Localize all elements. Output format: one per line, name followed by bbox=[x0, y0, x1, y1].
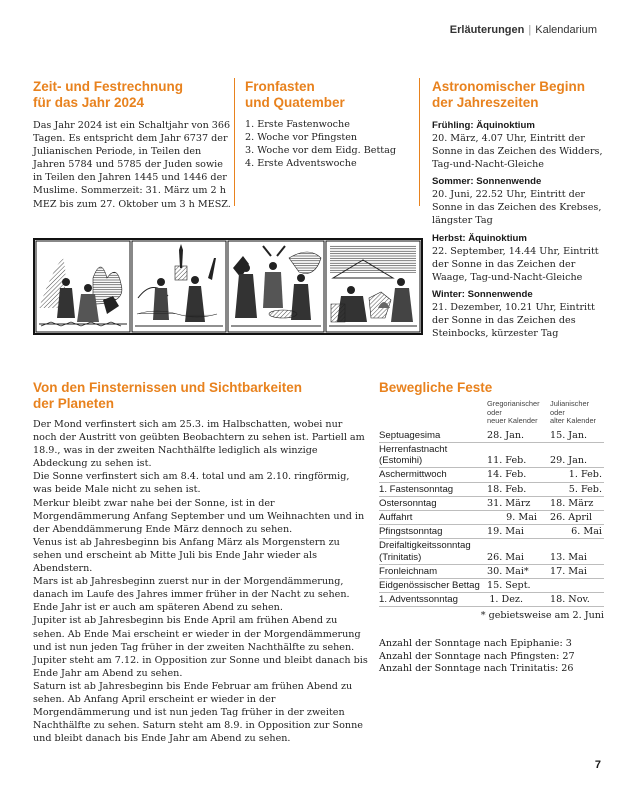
page-number: 7 bbox=[594, 759, 601, 771]
table-row bbox=[379, 593, 604, 607]
feast-name: Herrenfastnacht (Estomihi) bbox=[379, 442, 487, 467]
season-text: 20. März, 4.07 Uhr, Eintritt der Sonne in das Zeichen des Widders, Tag-und-Nacht-Gleiche bbox=[432, 133, 603, 171]
season-label: Winter: Sonnenwende bbox=[432, 288, 533, 300]
gregorian-date: 30. Mai* bbox=[487, 564, 550, 578]
julian-date: 6. Mai bbox=[550, 525, 604, 539]
feast-name: Pfingstsonntag bbox=[379, 525, 487, 539]
paragraph-mars: Mars ist ab Jahresbeginn zuerst nur in der Morgendämmerung, danach im Laufe des Jahres immer früher in der Nacht zu sehen. Ende Jahr ist er auch am späteren Abend zu sehen. bbox=[33, 576, 350, 614]
julian-date: 13. Mai bbox=[550, 539, 604, 564]
feast-name: Fronleichnam bbox=[379, 564, 487, 578]
julian-column-header: Julianischer oder alter Kalender bbox=[550, 399, 597, 426]
gregorian-date: 18. Feb. bbox=[487, 482, 550, 496]
seasons-woodcut-illustration bbox=[33, 238, 423, 335]
column-divider bbox=[419, 78, 420, 206]
gregorian-date: 31. März bbox=[487, 496, 550, 510]
table-row bbox=[379, 429, 604, 443]
gregorian-date: 1. Dez. bbox=[487, 593, 550, 607]
paragraph-jupiter: Jupiter ist ab Jahresbeginn bis Ende April am frühen Abend zu sehen. Ab Ende Mai erscheint er wieder in der Morgendämmerung und ist nun jeden Tag früher in der zweiten Nachthälfte zu sehen. Jupiter steht am 7.12. in Opposition zur Sonne und bleibt danach bis Ende Jahr am Abend zu sehen. bbox=[33, 615, 368, 679]
feast-name: 1. Adventssonntag bbox=[379, 593, 487, 607]
fronfasten-item: 1. Erste Fastenwoche bbox=[245, 119, 350, 130]
zeit-title: Zeit- und Festrechnung für das Jahr 2024 bbox=[33, 79, 183, 110]
table-row bbox=[379, 579, 604, 593]
zeit-text: Das Jahr 2024 ist ein Schaltjahr von 366 Tagen. Es entspricht dem Jahr 6737 der Julianischen Periode, in Teilen den Jahren 5784 und 5785 der Juden sowie in Teilen den Jahren 1445 und 1446 der Muslime. Sommerzeit: 31. März um 2 h MEZ bis zum 27. Oktober um 3 h MESZ. bbox=[33, 120, 231, 210]
header-section: Erläuterungen bbox=[449, 24, 525, 36]
fronfasten-title: Fronfasten und Quatember bbox=[245, 79, 345, 110]
finsternisse-title: Von den Finsternissen und Sichtbarkeiten der Planeten bbox=[33, 380, 303, 411]
season-text: 22. September, 14.44 Uhr, Eintritt der Sonne in das Zeichen der Waage, Tag-und-Nacht-Gleiche bbox=[432, 245, 599, 283]
julian-date bbox=[550, 579, 604, 593]
feast-name: Septuagesima bbox=[379, 429, 487, 443]
table-row bbox=[379, 539, 604, 564]
table-row bbox=[379, 511, 604, 525]
gregorian-column-header: Gregorianischer oder neuer Kalender bbox=[487, 399, 540, 426]
zeit-section bbox=[33, 79, 231, 211]
julian-date: 15. Jan. bbox=[550, 429, 604, 443]
season-label: Frühling: Äquinoktium bbox=[432, 120, 535, 131]
season-text: 21. Dezember, 10.21 Uhr, Eintritt der Sonne in das Zeichen des Steinbocks, kürzester Tag bbox=[432, 301, 595, 340]
paragraph-mond: Der Mond verfinstert sich am 25.3. im Halbschatten, wobei nur noch der Austritt von geübten Beobachtern zu sehen ist. Partiell am 18.9., was in der zweiten Nachthälfte lediglich als winzige Abdeckung zu sehen ist. bbox=[33, 419, 365, 470]
julian-date: 29. Jan. bbox=[550, 442, 604, 467]
season-text: 20. Juni, 22.52 Uhr, Eintritt der Sonne in das Zeichen des Krebses, längster Tag bbox=[432, 189, 602, 227]
season-label: Sommer: Sonnenwende bbox=[432, 176, 542, 188]
table-row bbox=[379, 564, 604, 578]
paragraph-merkur: Merkur bleibt zwar nahe bei der Sonne, ist in der Morgendämmerung Anfang September und um Weihnachten und in der Abenddämmerung Ende März dennoch zu sehen. bbox=[33, 497, 365, 535]
header-subsection: Kalendarium bbox=[535, 24, 597, 36]
paragraph-venus: Venus ist ab Jahresbeginn bis Anfang März als Morgenstern zu sehen und erscheint ab Mitte Juli bis Ende Jahr wieder als Abendstern. bbox=[33, 536, 340, 575]
column-divider bbox=[234, 78, 235, 206]
table-row bbox=[379, 442, 604, 467]
table-row bbox=[379, 482, 604, 496]
count-trinitatis: Anzahl der Sonntage nach Trinitatis: 26 bbox=[379, 662, 574, 674]
gregorian-date: 14. Feb. bbox=[487, 468, 550, 482]
gregorian-date: 9. Mai bbox=[487, 511, 550, 525]
astro-title: Astronomischer Beginn der Jahreszeiten bbox=[432, 79, 586, 110]
gregorian-date: 19. Mai bbox=[487, 525, 550, 539]
julian-date: 26. April bbox=[550, 511, 604, 525]
table-row bbox=[379, 525, 604, 539]
season-label: Herbst: Äquinoktium bbox=[432, 232, 527, 244]
paragraph-sonne: Die Sonne verfinstert sich am 8.4. total und am 2.10. ringförmig, was beide Male nicht zu sehen ist. bbox=[33, 471, 350, 496]
table-row bbox=[379, 468, 604, 482]
feast-name: Auffahrt bbox=[379, 511, 487, 525]
feast-name: Eidgenössischer Bettag bbox=[379, 579, 487, 593]
feste-section bbox=[379, 380, 604, 675]
feste-column-headers bbox=[379, 400, 604, 426]
julian-date: 18. März bbox=[550, 496, 604, 510]
feast-name: Dreifaltigkeitssonntag (Trinitatis) bbox=[379, 539, 487, 564]
feste-footnote: * gebietsweise am 2. Juni bbox=[480, 610, 604, 622]
gregorian-date: 28. Jan. bbox=[487, 429, 550, 443]
gregorian-date: 11. Feb. bbox=[487, 442, 550, 467]
header-separator: | bbox=[528, 24, 532, 36]
feast-name: Aschermittwoch bbox=[379, 468, 487, 482]
fronfasten-item: 4. Erste Adventswoche bbox=[245, 158, 357, 170]
feste-table bbox=[379, 429, 604, 608]
fronfasten-section bbox=[245, 79, 415, 170]
julian-date: 18. Nov. bbox=[550, 593, 604, 607]
fronfasten-item: 2. Woche vor Pfingsten bbox=[245, 132, 358, 144]
julian-date: 17. Mai bbox=[550, 564, 604, 578]
julian-date: 5. Feb. bbox=[550, 482, 604, 496]
feast-name: Ostersonntag bbox=[379, 496, 487, 510]
table-row bbox=[379, 496, 604, 510]
paragraph-saturn: Saturn ist ab Jahresbeginn bis Ende Februar am frühen Abend zu sehen. Ab Anfang April erscheint er wieder in der Morgendämmerung und ist nun jeden Tag früher in der zweiten Nachthälfte zu sehen. Saturn steht am 8.9. in Opposition zur Sonne und bleibt danach bis Ende Jahr am Abend zu sehen. bbox=[33, 680, 363, 745]
astro-section bbox=[432, 79, 607, 340]
julian-date: 1. Feb. bbox=[550, 468, 604, 482]
finsternisse-section bbox=[33, 380, 368, 745]
feast-name: 1. Fastensonntag bbox=[379, 482, 487, 496]
sunday-counts bbox=[379, 638, 604, 675]
gregorian-date: 26. Mai bbox=[487, 539, 550, 564]
fronfasten-item: 3. Woche vor dem Eidg. Bettag bbox=[245, 145, 397, 157]
running-header bbox=[450, 24, 597, 36]
gregorian-date: 15. Sept. bbox=[487, 579, 550, 593]
count-pfingsten: Anzahl der Sonntage nach Pfingsten: 27 bbox=[379, 650, 575, 662]
count-epiphanie: Anzahl der Sonntage nach Epiphanie: 3 bbox=[379, 638, 572, 650]
feste-title: Bewegliche Feste bbox=[379, 380, 493, 395]
